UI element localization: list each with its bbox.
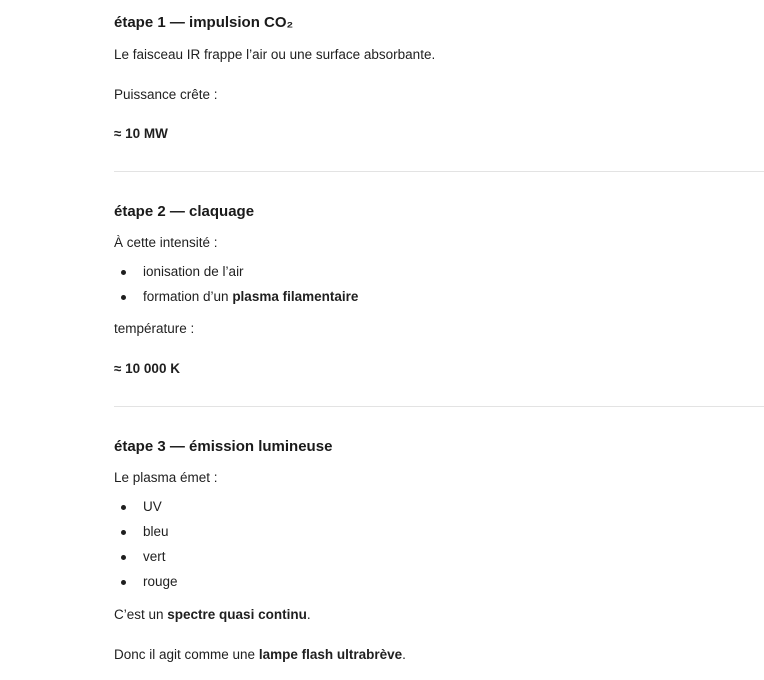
bullet-formation-bold: plasma filamentaire <box>232 289 359 304</box>
divider-2 <box>114 406 764 407</box>
step1-heading: étape 1 — impulsion CO₂ <box>114 14 294 31</box>
bullet-bleu: bleu <box>143 524 169 539</box>
list-item <box>114 548 764 573</box>
bullet-formation-prefix: formation d’un <box>143 289 233 304</box>
step1-peak-power-value: ≈ 10 MW <box>114 126 168 141</box>
list-item <box>114 263 764 288</box>
step3-heading: étape 3 — émission lumineuse <box>114 438 333 455</box>
divider-1 <box>114 171 764 172</box>
spectrum-prefix: C’est un <box>114 607 168 622</box>
step2-temperature-value: ≈ 10 000 K <box>114 361 180 376</box>
step2-bullet-list <box>114 263 764 313</box>
list-item <box>114 523 764 548</box>
list-item <box>114 498 764 523</box>
conclusion-prefix: Donc il agit comme une <box>114 647 259 662</box>
bullet-rouge: rouge <box>143 574 178 589</box>
step3-conclusion-sentence <box>114 646 406 664</box>
spectrum-suffix: . <box>306 607 311 622</box>
bullet-uv: UV <box>143 499 162 514</box>
step2-temperature-label: température : <box>114 321 195 336</box>
step2-heading: étape 2 — claquage <box>114 203 255 220</box>
bullet-ionisation: ionisation de l’air <box>143 264 244 279</box>
spectrum-bold: spectre quasi continu <box>167 607 307 622</box>
step3-intro: Le plasma émet : <box>114 470 218 485</box>
list-item <box>114 288 764 313</box>
step3-bullet-list <box>114 498 764 598</box>
step1-description: Le faisceau IR frappe l’air ou une surface absorbante. <box>114 47 436 62</box>
step3-spectrum-sentence <box>114 606 311 624</box>
list-item <box>114 573 764 598</box>
conclusion-bold: lampe flash ultrabrève <box>258 647 403 662</box>
conclusion-suffix: . <box>402 647 406 662</box>
step2-intro: À cette intensité : <box>114 235 218 250</box>
bullet-vert: vert <box>143 549 166 564</box>
step1-peak-power-label: Puissance crête : <box>114 87 218 102</box>
